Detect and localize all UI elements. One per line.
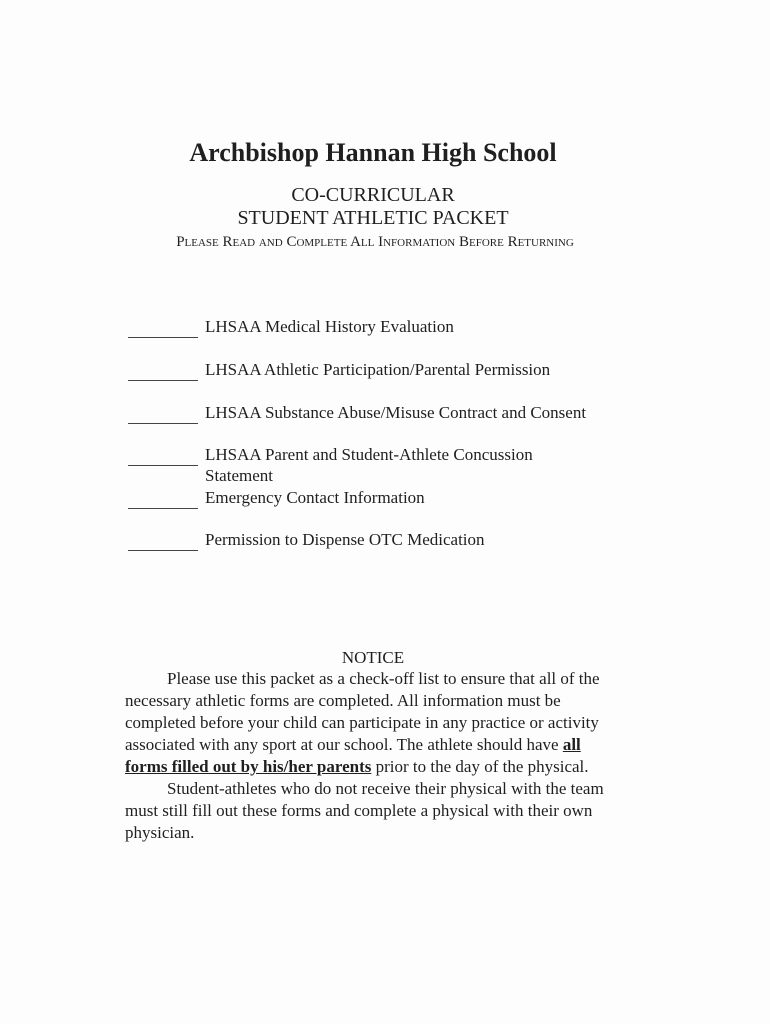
checkoff-blank xyxy=(128,402,198,424)
notice-text: prior to the day of the physical. xyxy=(371,757,589,776)
checkoff-blank xyxy=(128,529,198,551)
packet-subtitle-line1: CO-CURRICULAR xyxy=(291,184,455,206)
notice-text: Please use this packet as a check-off list to ensure that all of the necessary athletic forms are completed. All information must be completed before your child can participate in any practice or activity associated with any sport at our school. The athlete should have xyxy=(125,669,600,754)
checklist-item-label: Emergency Contact Information xyxy=(205,488,425,507)
notice-heading: NOTICE xyxy=(341,648,405,667)
notice-paragraph-1 xyxy=(125,668,617,778)
checklist-item-label: LHSAA Parent and Student-Athlete Concussion Statement xyxy=(205,445,533,485)
checkoff-blank xyxy=(128,487,198,509)
checklist-item-label: LHSAA Athletic Participation/Parental Permission xyxy=(205,360,551,379)
checkoff-blank xyxy=(128,359,198,381)
checklist-item-label: LHSAA Medical History Evaluation xyxy=(205,317,454,336)
checkoff-blank xyxy=(128,316,198,338)
checklist-item-label: LHSAA Substance Abuse/Misuse Contract and Consent xyxy=(205,403,587,422)
packet-subtitle-line2: STUDENT ATHLETIC PACKET xyxy=(237,207,509,229)
checkoff-blank xyxy=(128,444,198,466)
instructions-text: Please Read and Complete All Information Before Returning xyxy=(176,234,574,250)
checklist-item-label: Permission to Dispense OTC Medication xyxy=(205,530,485,549)
notice-body xyxy=(125,668,617,844)
notice-paragraph-2: Student-athletes who do not receive their physical with the team must still fill out these forms and complete a physical with their own physician. xyxy=(125,779,604,842)
notice-emphasis: all forms filled out by his/her parents xyxy=(125,735,581,776)
school-title: Archbishop Hannan High School xyxy=(189,138,557,167)
